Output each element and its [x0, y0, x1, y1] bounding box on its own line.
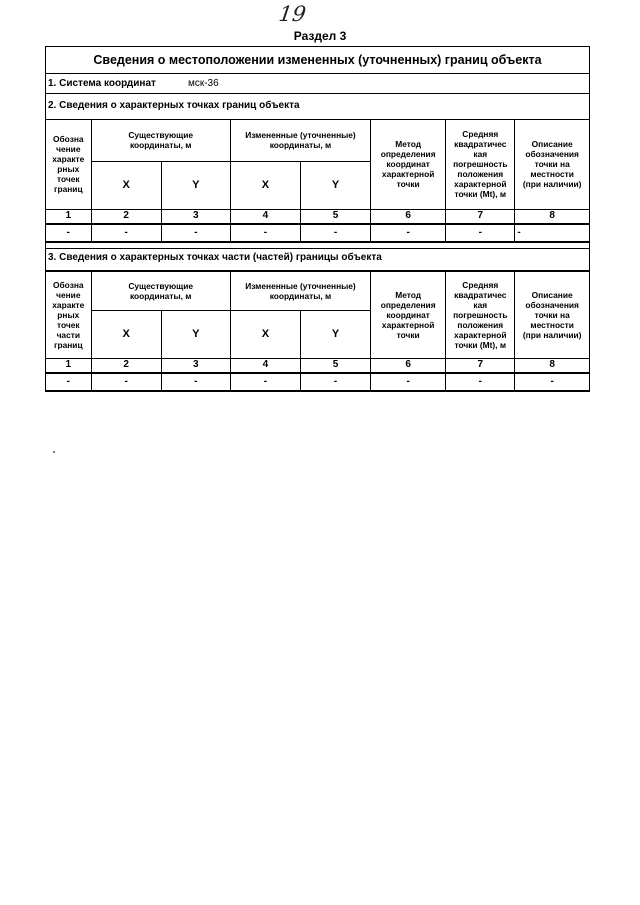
- table1-col-designation: Обозна чение характе рных точек границ: [46, 120, 91, 209]
- coordinate-system-row: [46, 74, 589, 94]
- page-number: 19: [277, 2, 308, 26]
- table1-number-cell: 8: [515, 209, 589, 224]
- table1-data-cell: -: [515, 224, 589, 242]
- table1-col-description: Описание обозначения точки на местности (при наличии): [515, 120, 589, 209]
- document-title: Сведения о местоположении измененных (уточненных) границ объекта: [46, 47, 589, 74]
- table1-existing-y: Y: [161, 161, 230, 209]
- table1-title: 2. Сведения о характерных точках границ объекта: [46, 94, 589, 120]
- table1-data-cell: -: [46, 224, 91, 242]
- table2-changed-x: X: [230, 310, 300, 358]
- table2-number-cell: 1: [46, 358, 91, 373]
- table1: [46, 120, 589, 242]
- table1-changed-x: X: [230, 161, 300, 209]
- table2-col-changed: Измененные (уточненные) координаты, м: [230, 271, 370, 310]
- section-separator: [46, 242, 589, 249]
- table2: [46, 271, 589, 391]
- table1-number-cell: 6: [371, 209, 446, 224]
- table1-col-existing: Существующие координаты, м: [91, 120, 230, 161]
- table2-number-cell: 5: [300, 358, 370, 373]
- table2-data-cell: -: [446, 373, 515, 391]
- table1-col-method: Метод определения координат характерной точки: [371, 120, 446, 209]
- table1-number-cell: 7: [446, 209, 515, 224]
- table2-existing-y: Y: [161, 310, 230, 358]
- table1-data-cell: -: [230, 224, 300, 242]
- table2-data-cell: -: [161, 373, 230, 391]
- document-table-frame: [45, 46, 590, 392]
- table1-number-cell: 2: [91, 209, 161, 224]
- table2-data-cell: -: [300, 373, 370, 391]
- coordinate-system-label: 1. Система координат: [48, 78, 156, 89]
- table2-number-cell: 6: [371, 358, 446, 373]
- table2-changed-y: Y: [300, 310, 370, 358]
- table1-number-cell: 3: [161, 209, 230, 224]
- table2-number-cell: 8: [515, 358, 589, 373]
- table1-data-cell: -: [300, 224, 370, 242]
- table2-data-cell: -: [91, 373, 161, 391]
- table2-data-cell: -: [515, 373, 589, 391]
- table2-col-existing: Существующие координаты, м: [91, 271, 230, 310]
- scan-speck: [53, 451, 55, 453]
- table1-changed-y: Y: [300, 161, 370, 209]
- coordinate-system-value: мск-36: [187, 78, 219, 89]
- table1-col-error: Средняя квадратичес кая погрешность положения характерной точки (Mt), м: [446, 120, 515, 209]
- table1-data-cell: -: [371, 224, 446, 242]
- table1-number-cell: 1: [46, 209, 91, 224]
- table1-number-cell: 5: [300, 209, 370, 224]
- section-title: Раздел 3: [293, 29, 347, 43]
- table2-col-method: Метод определения координат характерной точки: [371, 271, 446, 358]
- table1-col-changed: Измененные (уточненные) координаты, м: [230, 120, 370, 161]
- table2-col-description: Описание обозначения точки на местности (при наличии): [515, 271, 589, 358]
- table2-data-cell: -: [230, 373, 300, 391]
- table2-col-error: Средняя квадратичес кая погрешность положения характерной точки (Mt), м: [446, 271, 515, 358]
- table1-existing-x: X: [91, 161, 161, 209]
- table2-data-cell: -: [46, 373, 91, 391]
- table2-number-cell: 3: [161, 358, 230, 373]
- table2-number-cell: 2: [91, 358, 161, 373]
- table1-data-cell: -: [161, 224, 230, 242]
- table2-number-cell: 4: [230, 358, 300, 373]
- table1-data-cell: -: [91, 224, 161, 242]
- table2-number-cell: 7: [446, 358, 515, 373]
- table1-data-cell: -: [446, 224, 515, 242]
- table1-number-cell: 4: [230, 209, 300, 224]
- table2-existing-x: X: [91, 310, 161, 358]
- table2-data-cell: -: [371, 373, 446, 391]
- table2-col-designation: Обозна чение характе рных точек части границ: [46, 271, 91, 358]
- table2-title: 3. Сведения о характерных точках части (частей) границы объекта: [46, 249, 589, 271]
